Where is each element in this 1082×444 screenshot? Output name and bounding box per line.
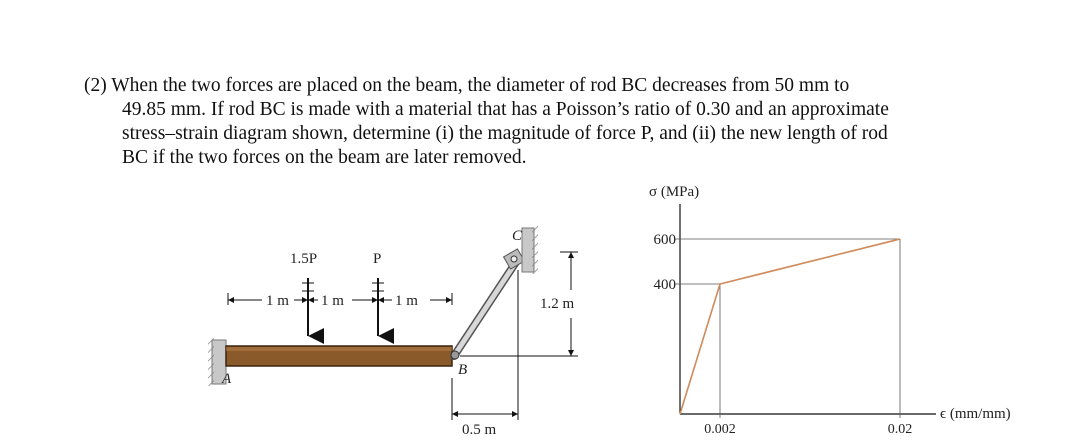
point-label-a: A xyxy=(222,371,232,387)
x-tick-label-002: 0.02 xyxy=(887,422,913,437)
height-label: 1.2 m xyxy=(540,296,575,312)
span-label-3: 1 m xyxy=(395,293,418,309)
x-axis-label: ϵ (mm/mm) xyxy=(940,406,1011,422)
problem-line-1: (2) When the two forces are placed on the beam, the diameter of rod BC decreases from 50 mm to xyxy=(84,75,850,96)
x-tick-label-0002: 0.002 xyxy=(704,422,736,437)
y-tick-label-600: 600 xyxy=(653,232,676,248)
y-axis-label: σ (MPa) xyxy=(649,184,700,200)
force-label-1-5p: 1.5P xyxy=(290,251,318,267)
point-label-b: B xyxy=(458,362,468,378)
span-label-2: 1 m xyxy=(321,293,344,309)
offset-dimension xyxy=(452,270,518,438)
beam-figure xyxy=(208,226,578,438)
force-label-p: P xyxy=(373,251,382,267)
problem-line-3: stress–strain diagram shown, determine (i) the magnitude of force P, and (ii) the new length of rod xyxy=(122,123,888,144)
force-1-5p xyxy=(290,251,317,336)
stress-strain-chart xyxy=(649,184,1011,437)
rod-bc xyxy=(451,249,524,359)
span-label-1: 1 m xyxy=(266,293,289,309)
offset-label: 0.5 m xyxy=(462,422,497,438)
height-dimension xyxy=(460,252,578,356)
force-p xyxy=(372,251,384,336)
point-label-c: C xyxy=(512,228,523,244)
problem-line-4: BC if the two forces on the beam are later removed. xyxy=(122,147,527,168)
support-c xyxy=(522,226,538,274)
span-dimension xyxy=(228,293,452,309)
stress-strain-curve xyxy=(680,239,900,414)
y-tick-label-400: 400 xyxy=(653,277,676,293)
problem-line-2: 49.85 mm. If rod BC is made with a material that has a Poisson’s ratio of 0.30 and an approximate xyxy=(122,99,889,120)
